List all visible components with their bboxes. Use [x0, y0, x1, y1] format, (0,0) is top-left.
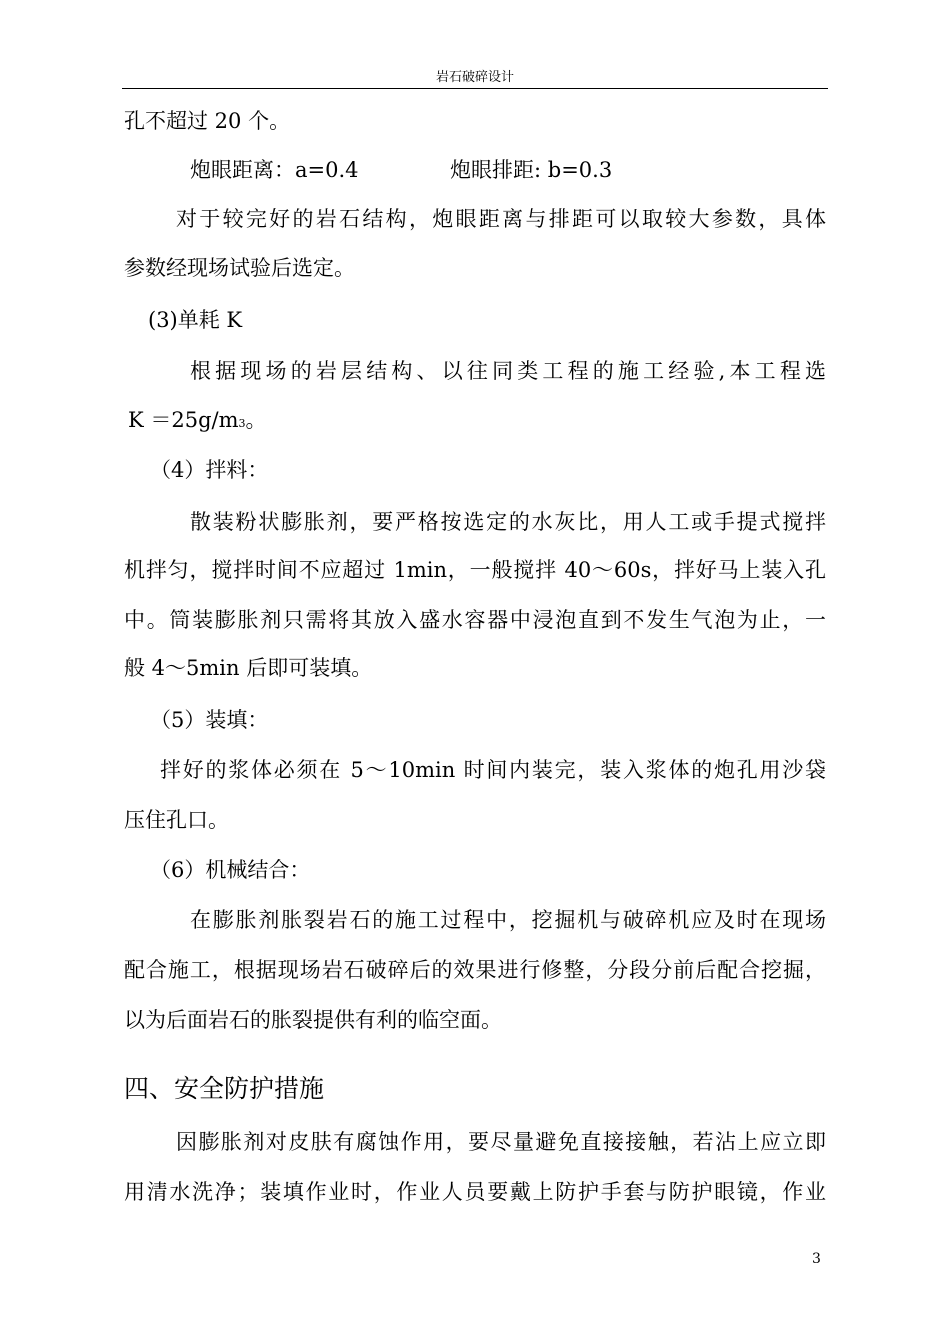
- text-line-18: 配合施工，根据现场岩石破碎后的效果进行修整，分段分前后配合挖掘，: [124, 958, 826, 982]
- subsection-5-title: （5）装填：: [150, 708, 269, 732]
- text-line-6: 根据现场的岩层结构、以往同类工程的施工经验,本工程选: [190, 359, 826, 383]
- text-line-20: 因膨胀剂对皮肤有腐蚀作用，要尽量避免直接接触，若沾上应立即: [176, 1130, 826, 1154]
- text-line-11: 中。筒装膨胀剂只需将其放入盛水容器中浸泡直到不发生气泡为止，一: [124, 608, 826, 632]
- text-line-10: 机拌匀，搅拌时间不应超过 1min，一般搅拌 40～60s，拌好马上装入孔: [124, 558, 826, 582]
- text-line-21: 用清水洗净；装填作业时，作业人员要戴上防护手套与防护眼镜，作业: [124, 1180, 826, 1204]
- text-line-3: 对于较完好的岩石结构，炮眼距离与排距可以取较大参数，具体: [176, 207, 826, 231]
- text-line-17: 在膨胀剂胀裂岩石的施工过程中，挖掘机与破碎机应及时在现场: [190, 908, 826, 932]
- subsection-6-title: （6）机械结合：: [150, 858, 311, 882]
- running-header: 岩石破碎设计: [122, 70, 828, 89]
- text-line-hole-spacing: 炮眼排距: b=0.3: [450, 158, 613, 182]
- subsection-4-title: （4）拌料：: [150, 458, 269, 482]
- page-number: 3: [812, 1251, 821, 1267]
- text-line-hole-distance: 炮眼距离：a=0.4: [190, 158, 359, 182]
- text-line-12: 般 4～5min 后即可装填。: [124, 656, 373, 680]
- text-line-7: [128, 405, 267, 439]
- period: 。: [245, 408, 267, 432]
- subsection-3-title: (3)单耗 K: [148, 308, 243, 332]
- text-line-15: 压住孔口。: [124, 808, 229, 832]
- section-4-heading: 四、安全防护措施: [124, 1074, 325, 1103]
- text-line-9: 散装粉状膨胀剂，要严格按选定的水灰比，用人工或手提式搅拌: [190, 510, 826, 534]
- text-line-19: 以为后面岩石的胀裂提供有利的临空面。: [124, 1008, 502, 1032]
- unit-consumption-value: K ＝25g/m: [128, 408, 239, 432]
- text-line-1: 孔不超过 20 个。: [124, 109, 291, 133]
- text-line-4: 参数经现场试验后选定。: [124, 256, 355, 280]
- text-line-14: 拌好的浆体必须在 5～10min 时间内装完，装入浆体的炮孔用沙袋: [160, 758, 826, 782]
- superscript-3: 3: [238, 417, 246, 430]
